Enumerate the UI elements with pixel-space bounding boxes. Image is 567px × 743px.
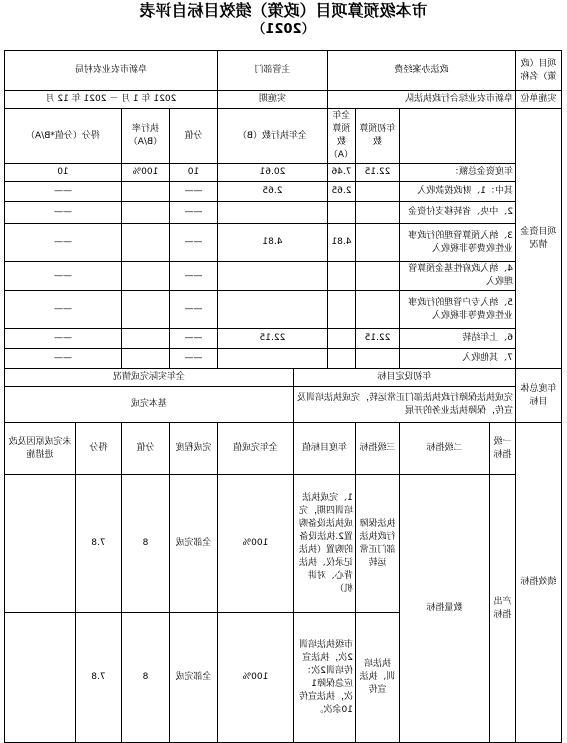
period-value: 2021 年 1 月 － 2021 年 12 月 [4, 91, 217, 109]
performance-section-label: 绩效指标 [516, 423, 562, 743]
perf-header: 未完成原因及改进措施 [4, 423, 75, 475]
perf-header: 分值 [121, 423, 169, 475]
dept-value: 阜新市农业农村局 [4, 51, 217, 91]
funds-row: 4、纳入政府性基金预算管理收入 —— —— [4, 262, 561, 291]
unit-value: 阜新市农业综合行政执法队 [327, 91, 515, 109]
funds-header: 执行率（B/A） [121, 109, 169, 164]
perf-row: 产出指标 数量指标 执法保障行政执法部门正常运转 1、完成执法培训四期，完成执法设备购置2.执法设备的购置（执法记录仪、执法背心、对讲机） 100% 全部完成 8 7.8 [4, 475, 561, 613]
funds-row: 5、纳入专户管理的行政事业性收费等非税收入 —— —— [4, 291, 561, 329]
goals-section-label: 年度总体目标 [516, 369, 562, 423]
perf-header: 三级指标 [356, 423, 400, 475]
funds-section-label: 项目资金情况 [516, 109, 562, 369]
funds-header: 年初预算数 [356, 109, 400, 164]
project-name-label: 项目（政策）名称 [516, 51, 562, 91]
page-title: 市本级预算项目（政策）绩效目标自评表 [139, 1, 428, 20]
perf-level1: 产出指标 [490, 475, 516, 743]
unit-label: 实施单位 [516, 91, 562, 109]
funds-row: 6、上年结转 22.15 22.15 —— —— [4, 329, 561, 349]
goals-actual-text: 基本完成 [4, 387, 293, 423]
goals-plan-header: 年初设定目标 [293, 369, 515, 387]
evaluation-table [4, 50, 562, 743]
perf-level2: 数量指标 [400, 475, 490, 743]
funds-row: 年度资金总额： 22.15 7.46 20.61 10 100% 10 [4, 164, 561, 182]
funds-row: 2、中央、省转移支付资金 —— —— [4, 202, 561, 224]
perf-header: 得分 [75, 423, 121, 475]
funds-header: 全年预算数（A） [327, 109, 355, 164]
perf-row: 执法培训、执法宣传 市级执法培训2次，执法宣传培训2次：应急保障1次，执法宣传10余次。 100% 全部完成 8 7.8 [4, 613, 561, 743]
funds-row: 其中：1、财政拨款收入 2.65 2.65 —— —— [4, 182, 561, 202]
goals-plan-text: 完成执法保障行政执法部门正常运转，完成执法培训及宣传，保障执法业务的开展 [293, 387, 515, 423]
perf-header: 全年完成值 [217, 423, 293, 475]
funds-row: 7、其他收入 —— —— [4, 349, 561, 369]
project-name-value: 政法办案经费 [327, 51, 515, 91]
period-label: 实施期 [217, 91, 327, 109]
funds-row: 3、纳入预算管理的行政事业性收费等非税收入 4.81 4.81 —— —— [4, 224, 561, 262]
page-year: （2021） [252, 22, 315, 37]
goals-actual-header: 全年实际完成情况 [4, 369, 293, 387]
funds-header: 得分（分值*B/A） [4, 109, 121, 164]
dept-label: 主管部门 [217, 51, 327, 91]
perf-header: 年度目标值 [293, 423, 355, 475]
perf-header: 二级指标 [400, 423, 490, 475]
funds-header: 分值 [169, 109, 217, 164]
perf-header: 一级指标 [490, 423, 516, 475]
funds-header: 全年执行数（B） [217, 109, 327, 164]
perf-header: 完成程度 [169, 423, 217, 475]
